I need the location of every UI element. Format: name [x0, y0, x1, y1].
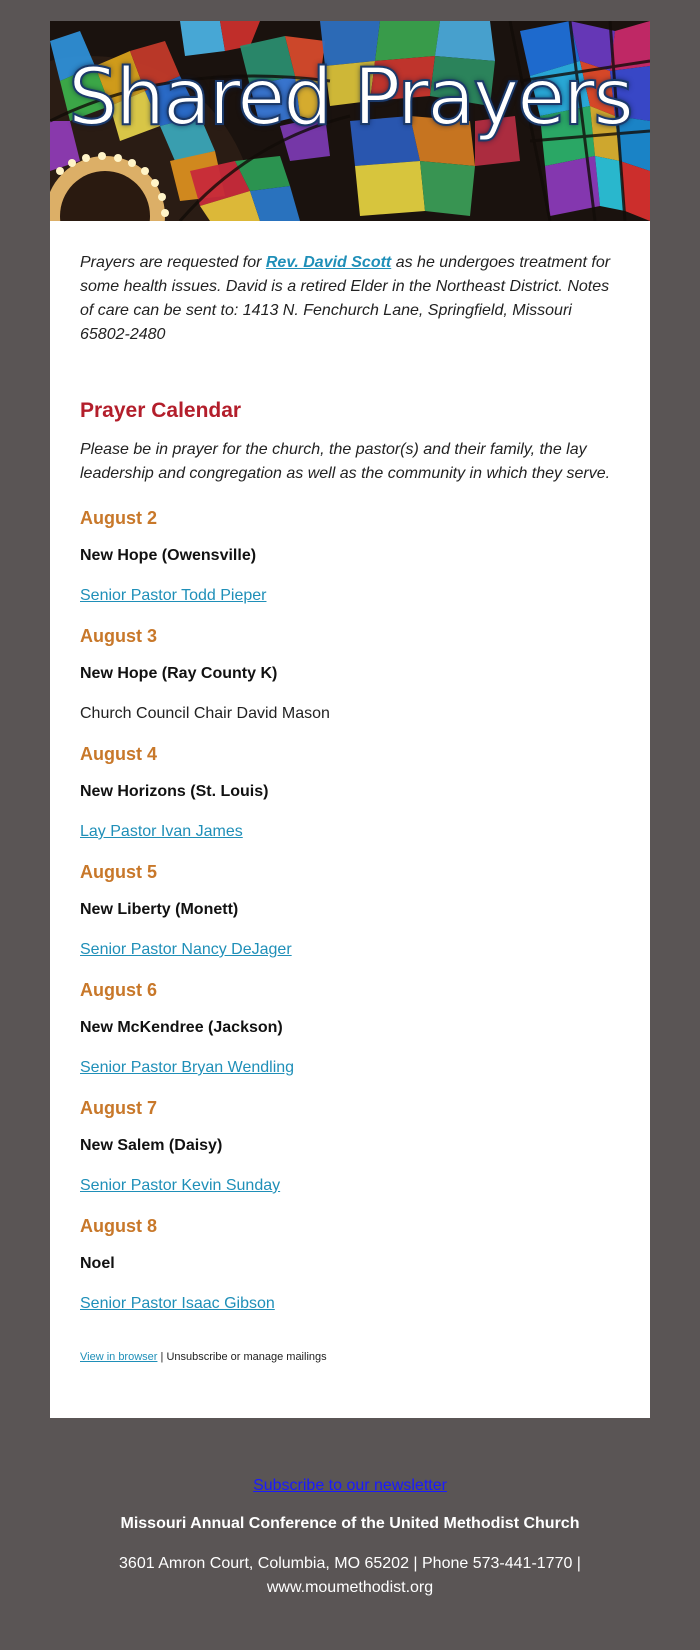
calendar-date: August 5	[80, 862, 158, 882]
email-container	[50, 21, 650, 1418]
intro-paragraph	[80, 251, 620, 347]
calendar-date: August 4	[80, 744, 158, 764]
pastor-link[interactable]: Senior Pastor Bryan Wendling	[80, 1059, 295, 1076]
calendar-day	[80, 1214, 620, 1314]
calendar-date: August 2	[80, 508, 158, 528]
intro-suffix: as he undergoes treatment for some health issues. David is a retired Elder in the Northeast District. Notes of care can be sent to: 1413 N. Fenchurch Lane, Springfield, Missouri 65802-2480	[80, 254, 611, 343]
prayer-calendar-title: Prayer Calendar	[80, 399, 242, 422]
email-footer-links	[80, 1350, 620, 1364]
view-in-browser-link[interactable]: View in browser	[80, 1351, 158, 1363]
calendar-date: August 3	[80, 626, 158, 646]
church-name: Noel	[80, 1255, 115, 1272]
calendar-day	[80, 860, 620, 960]
unsubscribe-link[interactable]: Unsubscribe or manage mailings	[166, 1351, 327, 1363]
church-name: New Salem (Daisy)	[80, 1137, 223, 1154]
pastor-link[interactable]: Senior Pastor Nancy DeJager	[80, 941, 292, 958]
calendar-date: August 8	[80, 1216, 158, 1236]
church-name: New Hope (Owensville)	[80, 547, 257, 564]
footer-separator: |	[157, 1351, 167, 1363]
calendar-day	[80, 742, 620, 842]
calendar-date: August 7	[80, 1098, 158, 1118]
calendar-day	[80, 978, 620, 1078]
pastor-link[interactable]: Lay Pastor Ivan James	[80, 823, 243, 840]
calendar-day	[80, 624, 620, 724]
banner-title: Shared Prayers	[68, 53, 632, 143]
calendar-date: August 6	[80, 980, 158, 1000]
calendar-day	[80, 1096, 620, 1196]
pastor-link[interactable]: Senior Pastor Isaac Gibson	[80, 1295, 275, 1312]
rev-david-scott-link[interactable]: Rev. David Scott	[265, 254, 392, 271]
calendar-day	[80, 506, 620, 606]
pastor-link[interactable]: Senior Pastor Kevin Sunday	[80, 1177, 281, 1194]
banner	[50, 21, 650, 221]
church-name: New Horizons (St. Louis)	[80, 783, 269, 800]
church-name: New Liberty (Monett)	[80, 901, 239, 918]
subscribe-newsletter-link[interactable]: Subscribe to our newsletter	[253, 1477, 447, 1494]
pastor-link[interactable]: Senior Pastor Todd Pieper	[80, 587, 267, 604]
church-name: New McKendree (Jackson)	[80, 1019, 283, 1036]
church-name: New Hope (Ray County K)	[80, 665, 278, 682]
prayer-calendar-description: Please be in prayer for the church, the pastor(s) and their family, the lay leadership and congregation as well as the community in which they serve.	[80, 441, 611, 482]
outer-footer	[0, 1475, 700, 1600]
pastor-name: Church Council Chair David Mason	[80, 705, 330, 722]
organization-address: 3601 Amron Court, Columbia, MO 65202 | Phone 573-441-1770 | www.moumethodist.org	[119, 1555, 581, 1596]
organization-name: Missouri Annual Conference of the United Methodist Church	[120, 1515, 580, 1532]
intro-prefix: Prayers are requested for	[80, 254, 266, 271]
email-content	[50, 221, 650, 1364]
